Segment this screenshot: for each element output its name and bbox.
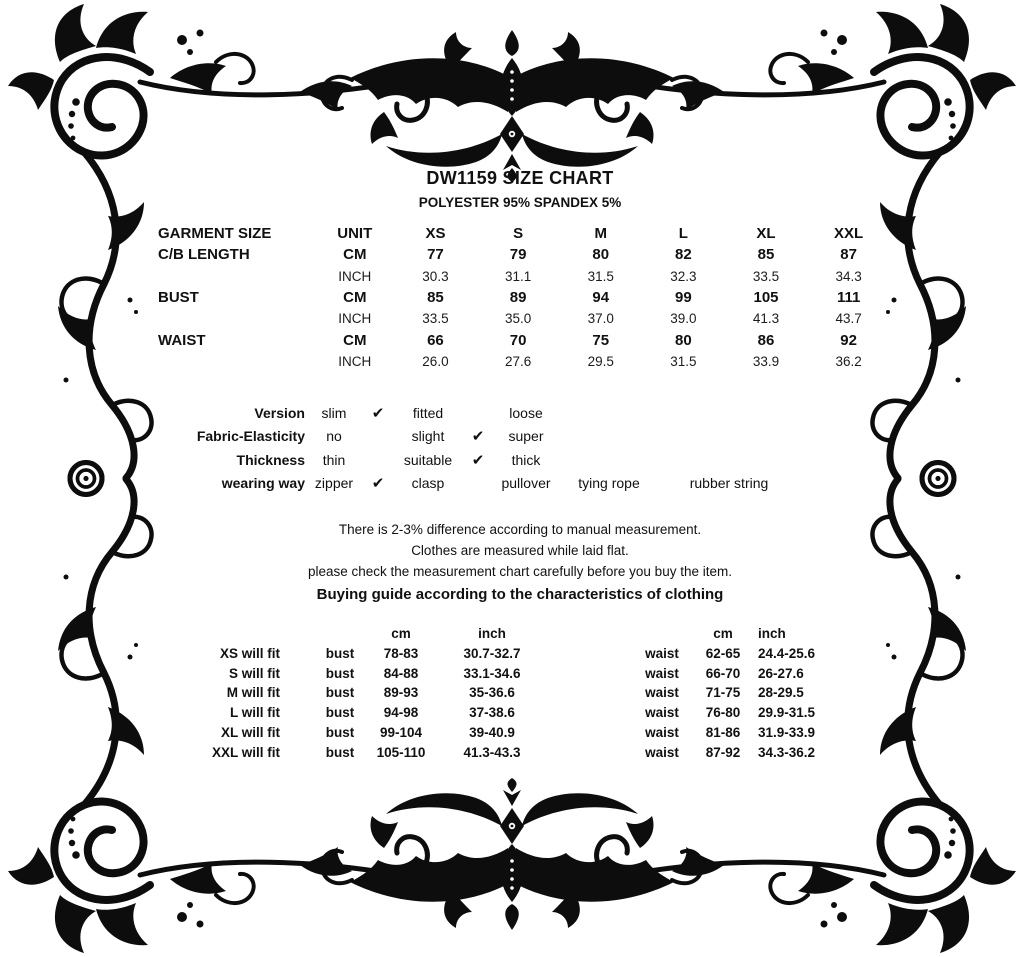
cell: 29.5 — [587, 353, 614, 369]
waist-label: waist — [645, 705, 679, 721]
buying-guide-table — [150, 624, 890, 762]
characteristic-row-thickness — [150, 448, 890, 472]
waist-inch-range: 26-27.6 — [758, 665, 804, 681]
characteristic-row-version — [150, 401, 890, 425]
characteristics-list — [150, 401, 890, 495]
bust-inch-range: 33.1-34.6 — [463, 665, 521, 681]
bust-inch-range: 35-36.6 — [469, 685, 515, 701]
row-unit: CM — [343, 289, 367, 307]
option: pullover — [501, 475, 551, 492]
table-row — [150, 308, 890, 329]
waist-cm-range: 81-86 — [705, 724, 741, 740]
cell: 30.3 — [422, 268, 449, 284]
bust-inch-range: 41.3-43.3 — [463, 744, 521, 760]
row-label: WAIST — [158, 331, 206, 349]
cell: 34.3 — [835, 268, 862, 284]
cell: 85 — [757, 246, 775, 264]
bust-cm-range: 105-110 — [376, 744, 426, 760]
header-inch: inch — [478, 626, 506, 642]
option: thin — [322, 451, 346, 468]
cell: 36.2 — [835, 353, 862, 369]
table-header-row — [150, 223, 890, 244]
header-cm: cm — [391, 626, 411, 642]
bust-cm-range: 94-98 — [383, 705, 419, 721]
check-mark-icon: ✔ — [471, 451, 485, 469]
characteristic-label: Fabric-Elasticity — [196, 428, 305, 445]
cell: 75 — [592, 331, 610, 349]
guide-row-m — [150, 683, 890, 703]
note-line: please check the measurement chart carefully before you buy the item. — [308, 564, 732, 580]
guide-row-xs — [150, 644, 890, 664]
buying-guide-heading: Buying guide according to the characteristics of clothing — [316, 586, 724, 604]
bust-cm-range: 89-93 — [383, 685, 419, 701]
row-unit: INCH — [338, 311, 372, 327]
cell: 89 — [509, 289, 527, 307]
waist-label: waist — [645, 685, 679, 701]
cell: 70 — [509, 331, 527, 349]
option: rubber string — [689, 475, 769, 492]
table-row — [150, 266, 890, 287]
cell: 99 — [675, 289, 692, 307]
measurement-table — [150, 223, 890, 372]
col-xs: XS — [425, 225, 446, 243]
bust-cm-range: 84-88 — [383, 665, 419, 681]
waist-cm-range: 76-80 — [705, 705, 741, 721]
bust-label: bust — [325, 744, 355, 760]
size-label: M will fit — [226, 685, 280, 701]
waist-label: waist — [645, 665, 679, 681]
cell: 80 — [592, 246, 610, 264]
option: slight — [411, 428, 445, 445]
characteristic-label: wearing way — [221, 475, 305, 492]
waist-inch-range: 31.9-33.9 — [758, 724, 816, 740]
waist-cm-range: 87-92 — [705, 744, 741, 760]
col-s: S — [513, 225, 524, 243]
option: fitted — [412, 404, 444, 421]
bust-cm-range: 99-104 — [379, 724, 423, 740]
guide-row-xl — [150, 723, 890, 743]
cell: 31.5 — [587, 268, 614, 284]
option: suitable — [403, 451, 453, 468]
guide-header-row — [150, 624, 890, 644]
characteristic-row-elasticity — [150, 425, 890, 449]
cell: 87 — [840, 246, 857, 264]
size-label: XS will fit — [219, 646, 280, 662]
cell: 85 — [427, 289, 444, 307]
cell: 27.6 — [504, 353, 532, 369]
option: clasp — [411, 475, 445, 492]
cell: 32.3 — [670, 268, 697, 284]
bust-label: bust — [325, 665, 355, 681]
characteristic-label: Thickness — [236, 451, 305, 468]
check-mark-icon: ✔ — [371, 475, 385, 493]
waist-label: waist — [645, 744, 679, 760]
characteristic-label: Version — [254, 404, 305, 421]
cell: 94 — [592, 289, 610, 307]
guide-row-xxl — [150, 742, 890, 762]
row-label: BUST — [158, 289, 199, 307]
header-inch: inch — [758, 626, 786, 642]
size-label: L will fit — [230, 705, 280, 721]
cell: 77 — [427, 246, 444, 264]
bust-inch-range: 30.7-32.7 — [463, 646, 521, 662]
size-label: XXL will fit — [211, 744, 280, 760]
option: slim — [321, 404, 347, 421]
cell: 39.0 — [670, 311, 697, 327]
bust-inch-range: 39-40.9 — [469, 724, 515, 740]
header-cm: cm — [713, 626, 733, 642]
table-row — [150, 287, 890, 308]
page-title: DW1159 SIZE CHART — [426, 168, 614, 188]
row-label: C/B LENGTH — [158, 246, 250, 264]
bust-label: bust — [325, 724, 355, 740]
option: thick — [511, 451, 541, 468]
cell: 37.0 — [587, 311, 614, 327]
cell: 33.9 — [752, 353, 780, 369]
note-line: There is 2-3% difference according to manual measurement. — [338, 522, 702, 538]
bust-inch-range: 37-38.6 — [469, 705, 515, 721]
waist-label: waist — [645, 724, 679, 740]
waist-inch-range: 24.4-25.6 — [758, 646, 816, 662]
note-line: Clothes are measured while laid flat. — [411, 543, 629, 559]
option: zipper — [314, 475, 354, 492]
cell: 82 — [675, 246, 692, 264]
col-xxl: XXL — [834, 225, 864, 243]
cell: 41.3 — [752, 311, 780, 327]
waist-cm-range: 71-75 — [705, 685, 741, 701]
row-unit: CM — [343, 246, 367, 264]
cell: 66 — [427, 331, 444, 349]
cell: 111 — [836, 289, 861, 307]
bust-cm-range: 78-83 — [383, 646, 419, 662]
row-unit: CM — [343, 331, 367, 349]
waist-inch-range: 29.9-31.5 — [758, 705, 816, 721]
bust-label: bust — [325, 705, 355, 721]
cell: 35.0 — [504, 311, 532, 327]
cell: 92 — [840, 331, 857, 349]
fabric-composition: POLYESTER 95% SPANDEX 5% — [418, 195, 622, 210]
cell: 26.0 — [422, 353, 449, 369]
col-xl: XL — [756, 225, 776, 243]
waist-label: waist — [645, 646, 679, 662]
cell: 43.7 — [835, 311, 862, 327]
cell: 79 — [509, 246, 527, 264]
col-unit: UNIT — [337, 225, 373, 243]
cell: 31.1 — [504, 268, 532, 284]
cell: 86 — [757, 331, 775, 349]
table-row — [150, 329, 890, 350]
waist-inch-range: 34.3-36.2 — [758, 744, 816, 760]
size-chart-content — [150, 168, 890, 762]
option: loose — [509, 404, 543, 421]
check-mark-icon: ✔ — [471, 428, 485, 446]
characteristic-row-wearing-way — [150, 472, 890, 496]
check-mark-icon: ✔ — [371, 404, 385, 422]
row-unit: INCH — [338, 268, 372, 284]
cell: 33.5 — [422, 311, 449, 327]
cell: 31.5 — [670, 353, 697, 369]
option: no — [326, 428, 342, 445]
table-row — [150, 244, 890, 265]
measurement-notes — [150, 519, 890, 582]
option: tying rope — [578, 475, 640, 492]
waist-cm-range: 66-70 — [705, 665, 741, 681]
table-row — [150, 351, 890, 372]
row-unit: INCH — [338, 353, 372, 369]
guide-row-l — [150, 703, 890, 723]
col-m: M — [594, 225, 607, 243]
guide-row-s — [150, 663, 890, 683]
size-label: S will fit — [228, 665, 280, 681]
bust-label: bust — [325, 685, 355, 701]
cell: 33.5 — [752, 268, 780, 284]
waist-inch-range: 28-29.5 — [758, 685, 804, 701]
bust-label: bust — [325, 646, 355, 662]
size-label: XL will fit — [220, 724, 280, 740]
waist-cm-range: 62-65 — [705, 646, 741, 662]
option: super — [508, 428, 544, 445]
col-l: L — [678, 225, 688, 243]
cell: 80 — [675, 331, 692, 349]
col-garment-size: GARMENT SIZE — [158, 225, 272, 243]
cell: 105 — [753, 289, 779, 307]
